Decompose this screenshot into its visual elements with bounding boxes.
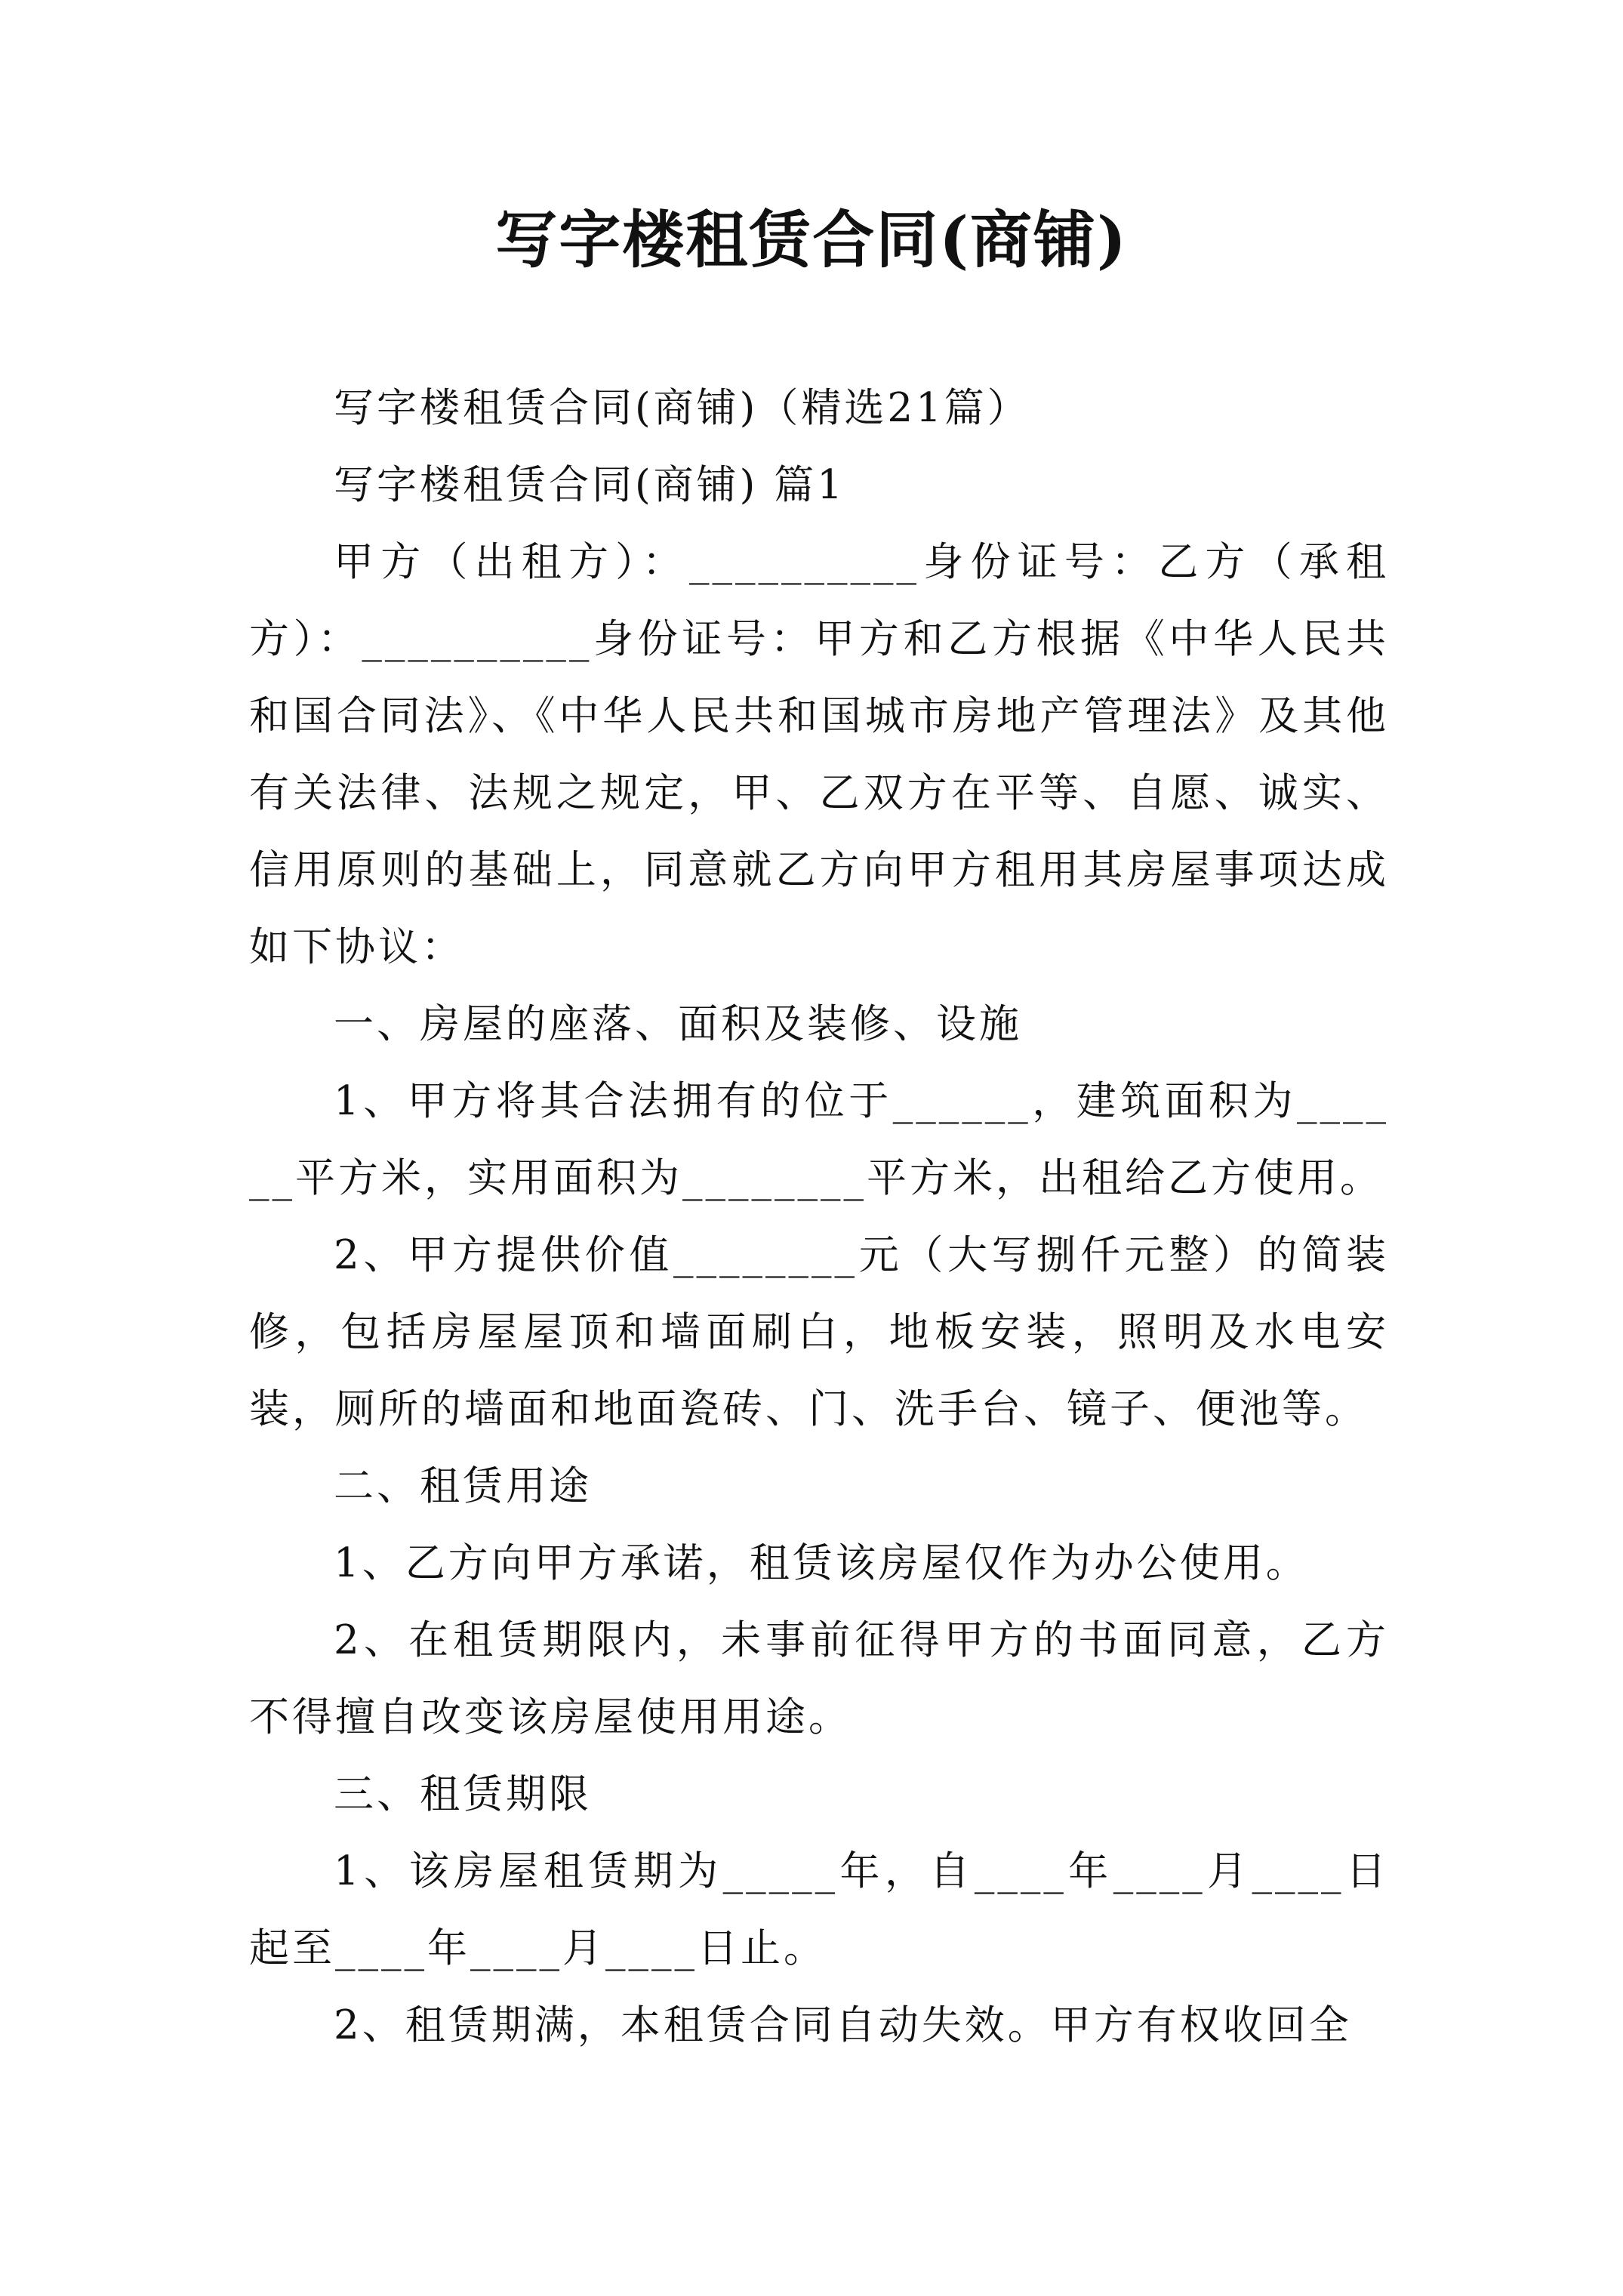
paragraph-parties: 甲方（出租方）：__________身份证号：乙方（承租方）：__________身份证号：甲方和乙方根据《中华人民共和国合同法》、《中华人民共和国城市房地产管理法》及其他有关法律、法规之规定，甲、乙双方在平等、自愿、诚实、信用原则的基础上，同意就乙方向甲方租用其房屋事项达成如下协议： — [249, 539, 1389, 970]
paragraph-clause-2-1: 1、乙方向甲方承诺，租赁该房屋仅作为办公使用。 — [334, 1540, 1309, 1586]
paragraph-subtitle: 写字楼租赁合同(商铺)（精选21篇） — [334, 385, 1030, 431]
paragraph-clause-3-1: 1、该房屋租赁期为_____年，自____年____月____日起至____年____月____日止。 — [249, 1848, 1389, 1971]
document-body — [249, 370, 1389, 2064]
paragraph-clause-heading-2: 二、租赁用途 — [334, 1463, 592, 1509]
paragraph-clause-heading-3: 三、租赁期限 — [334, 1771, 592, 1817]
paragraph-clause-1-1: 1、甲方将其合法拥有的位于______，建筑面积为______平方米，实用面积为________平方米，出租给乙方使用。 — [249, 1078, 1389, 1201]
paragraph-clause-heading-1: 一、房屋的座落、面积及装修、设施 — [334, 1001, 1022, 1047]
paragraph-clause-1-2: 2、甲方提供价值________元（大写捌仟元整）的简装修，包括房屋屋顶和墙面刷白，地板安装，照明及水电安装，厕所的墙面和地面瓷砖、门、洗手台、镜子、便池等。 — [249, 1232, 1389, 1432]
paragraph-clause-3-2: 2、租赁期满，本租赁合同自动失效。甲方有权收回全 — [334, 2002, 1352, 2048]
paragraph-section-heading: 写字楼租赁合同(商铺) 篇1 — [334, 462, 845, 508]
document-title: 写字楼租赁合同(商铺) — [495, 204, 1128, 276]
paragraph-clause-2-2: 2、在租赁期限内，未事前征得甲方的书面同意，乙方不得擅自改变该房屋使用用途。 — [249, 1617, 1389, 1740]
